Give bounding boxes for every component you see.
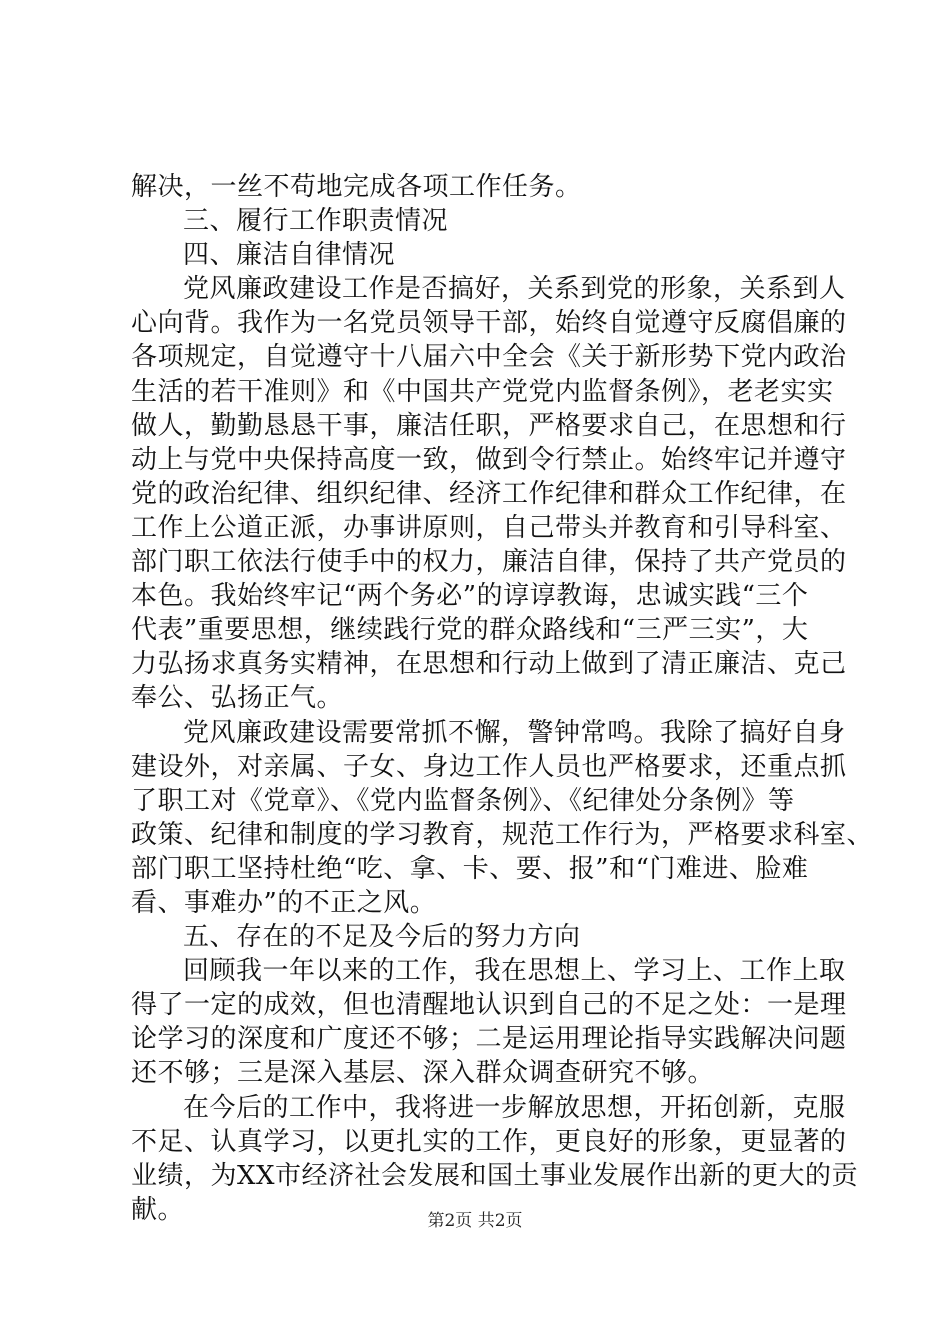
text-line: 部门职工依法行使手中的权力，廉洁自律，保持了共产党员的 bbox=[131, 547, 847, 578]
text-line: 力弘扬求真务实精神，在思想和行动上做到了清正廉洁、克己 bbox=[131, 649, 847, 680]
text-line: 生活的若干准则》和《中国共产党党内监督条例》，老老实实 bbox=[131, 376, 834, 407]
text-line: 政策、纪律和制度的学习教育，规范工作行为，严格要求科室、 bbox=[131, 819, 874, 850]
text-line: 得了一定的成效，但也清醒地认识到自己的不足之处：一是理 bbox=[131, 990, 847, 1021]
text-line: 回顾我一年以来的工作，我在思想上、学习上、工作上取 bbox=[183, 956, 846, 987]
text-line: 做人，勤勤恳恳干事，廉洁任职，严格要求自己，在思想和行 bbox=[131, 410, 847, 441]
section-heading: 四、廉洁自律情况 bbox=[183, 240, 396, 271]
text-line: 还不够；三是深入基层、深入群众调查研究不够。 bbox=[131, 1058, 715, 1089]
text-line: 论学习的深度和广度还不够；二是运用理论指导实践解决问题 bbox=[131, 1024, 847, 1055]
text-line: 党的政治纪律、组织纪律、经济工作纪律和群众工作纪律，在 bbox=[131, 478, 847, 509]
text-line: 不足、认真学习，以更扎实的工作，更良好的形象，更显著的 bbox=[131, 1126, 847, 1157]
section-heading: 五、存在的不足及今后的努力方向 bbox=[183, 922, 581, 953]
text-line: 党风廉政建设需要常抓不懈，警钟常鸣。我除了搞好自身 bbox=[183, 717, 846, 748]
text-line: 动上与党中央保持高度一致，做到令行禁止。始终牢记并遵守 bbox=[131, 444, 847, 475]
text-line: 奉公、弘扬正气。 bbox=[131, 683, 344, 714]
text-line: 献。 bbox=[131, 1194, 185, 1225]
text-line: 工作上公道正派，办事讲原则，自己带头并教育和引导科室、 bbox=[131, 512, 847, 543]
text-line: 本色。我始终牢记“两个务必”的谆谆教诲，忠诚实践“三个 bbox=[131, 581, 809, 612]
text-line: 看、事难办”的不正之风。 bbox=[131, 887, 437, 918]
text-line: 代表”重要思想，继续践行党的群众路线和“三严三实”，大 bbox=[131, 615, 809, 646]
text-line: 解决，一丝不苟地完成各项工作任务。 bbox=[131, 172, 582, 202]
page-number: 第2页 共2页 bbox=[427, 1211, 523, 1231]
document-body bbox=[131, 170, 874, 1227]
text-line: 业绩，为XX市经济社会发展和国土事业发展作出新的更大的贡 bbox=[131, 1160, 859, 1191]
text-line: 部门职工坚持杜绝“吃、拿、卡、要、报”和“门难进、脸难 bbox=[131, 853, 809, 884]
text-line: 党风廉政建设工作是否搞好，关系到党的形象，关系到人 bbox=[183, 274, 846, 305]
text-line: 建设外，对亲属、子女、身边工作人员也严格要求，还重点抓 bbox=[131, 751, 847, 782]
section-heading: 三、履行工作职责情况 bbox=[183, 206, 449, 237]
text-line: 了职工对《党章》、《党内监督条例》、《纪律处分条例》等 bbox=[131, 785, 795, 816]
text-line: 心向背。我作为一名党员领导干部，始终自觉遵守反腐倡廉的 bbox=[131, 308, 847, 339]
text-line: 在今后的工作中，我将进一步解放思想，开拓创新，克服 bbox=[183, 1092, 846, 1123]
text-line: 各项规定，自觉遵守十八届六中全会《关于新形势下党内政治 bbox=[131, 342, 847, 373]
